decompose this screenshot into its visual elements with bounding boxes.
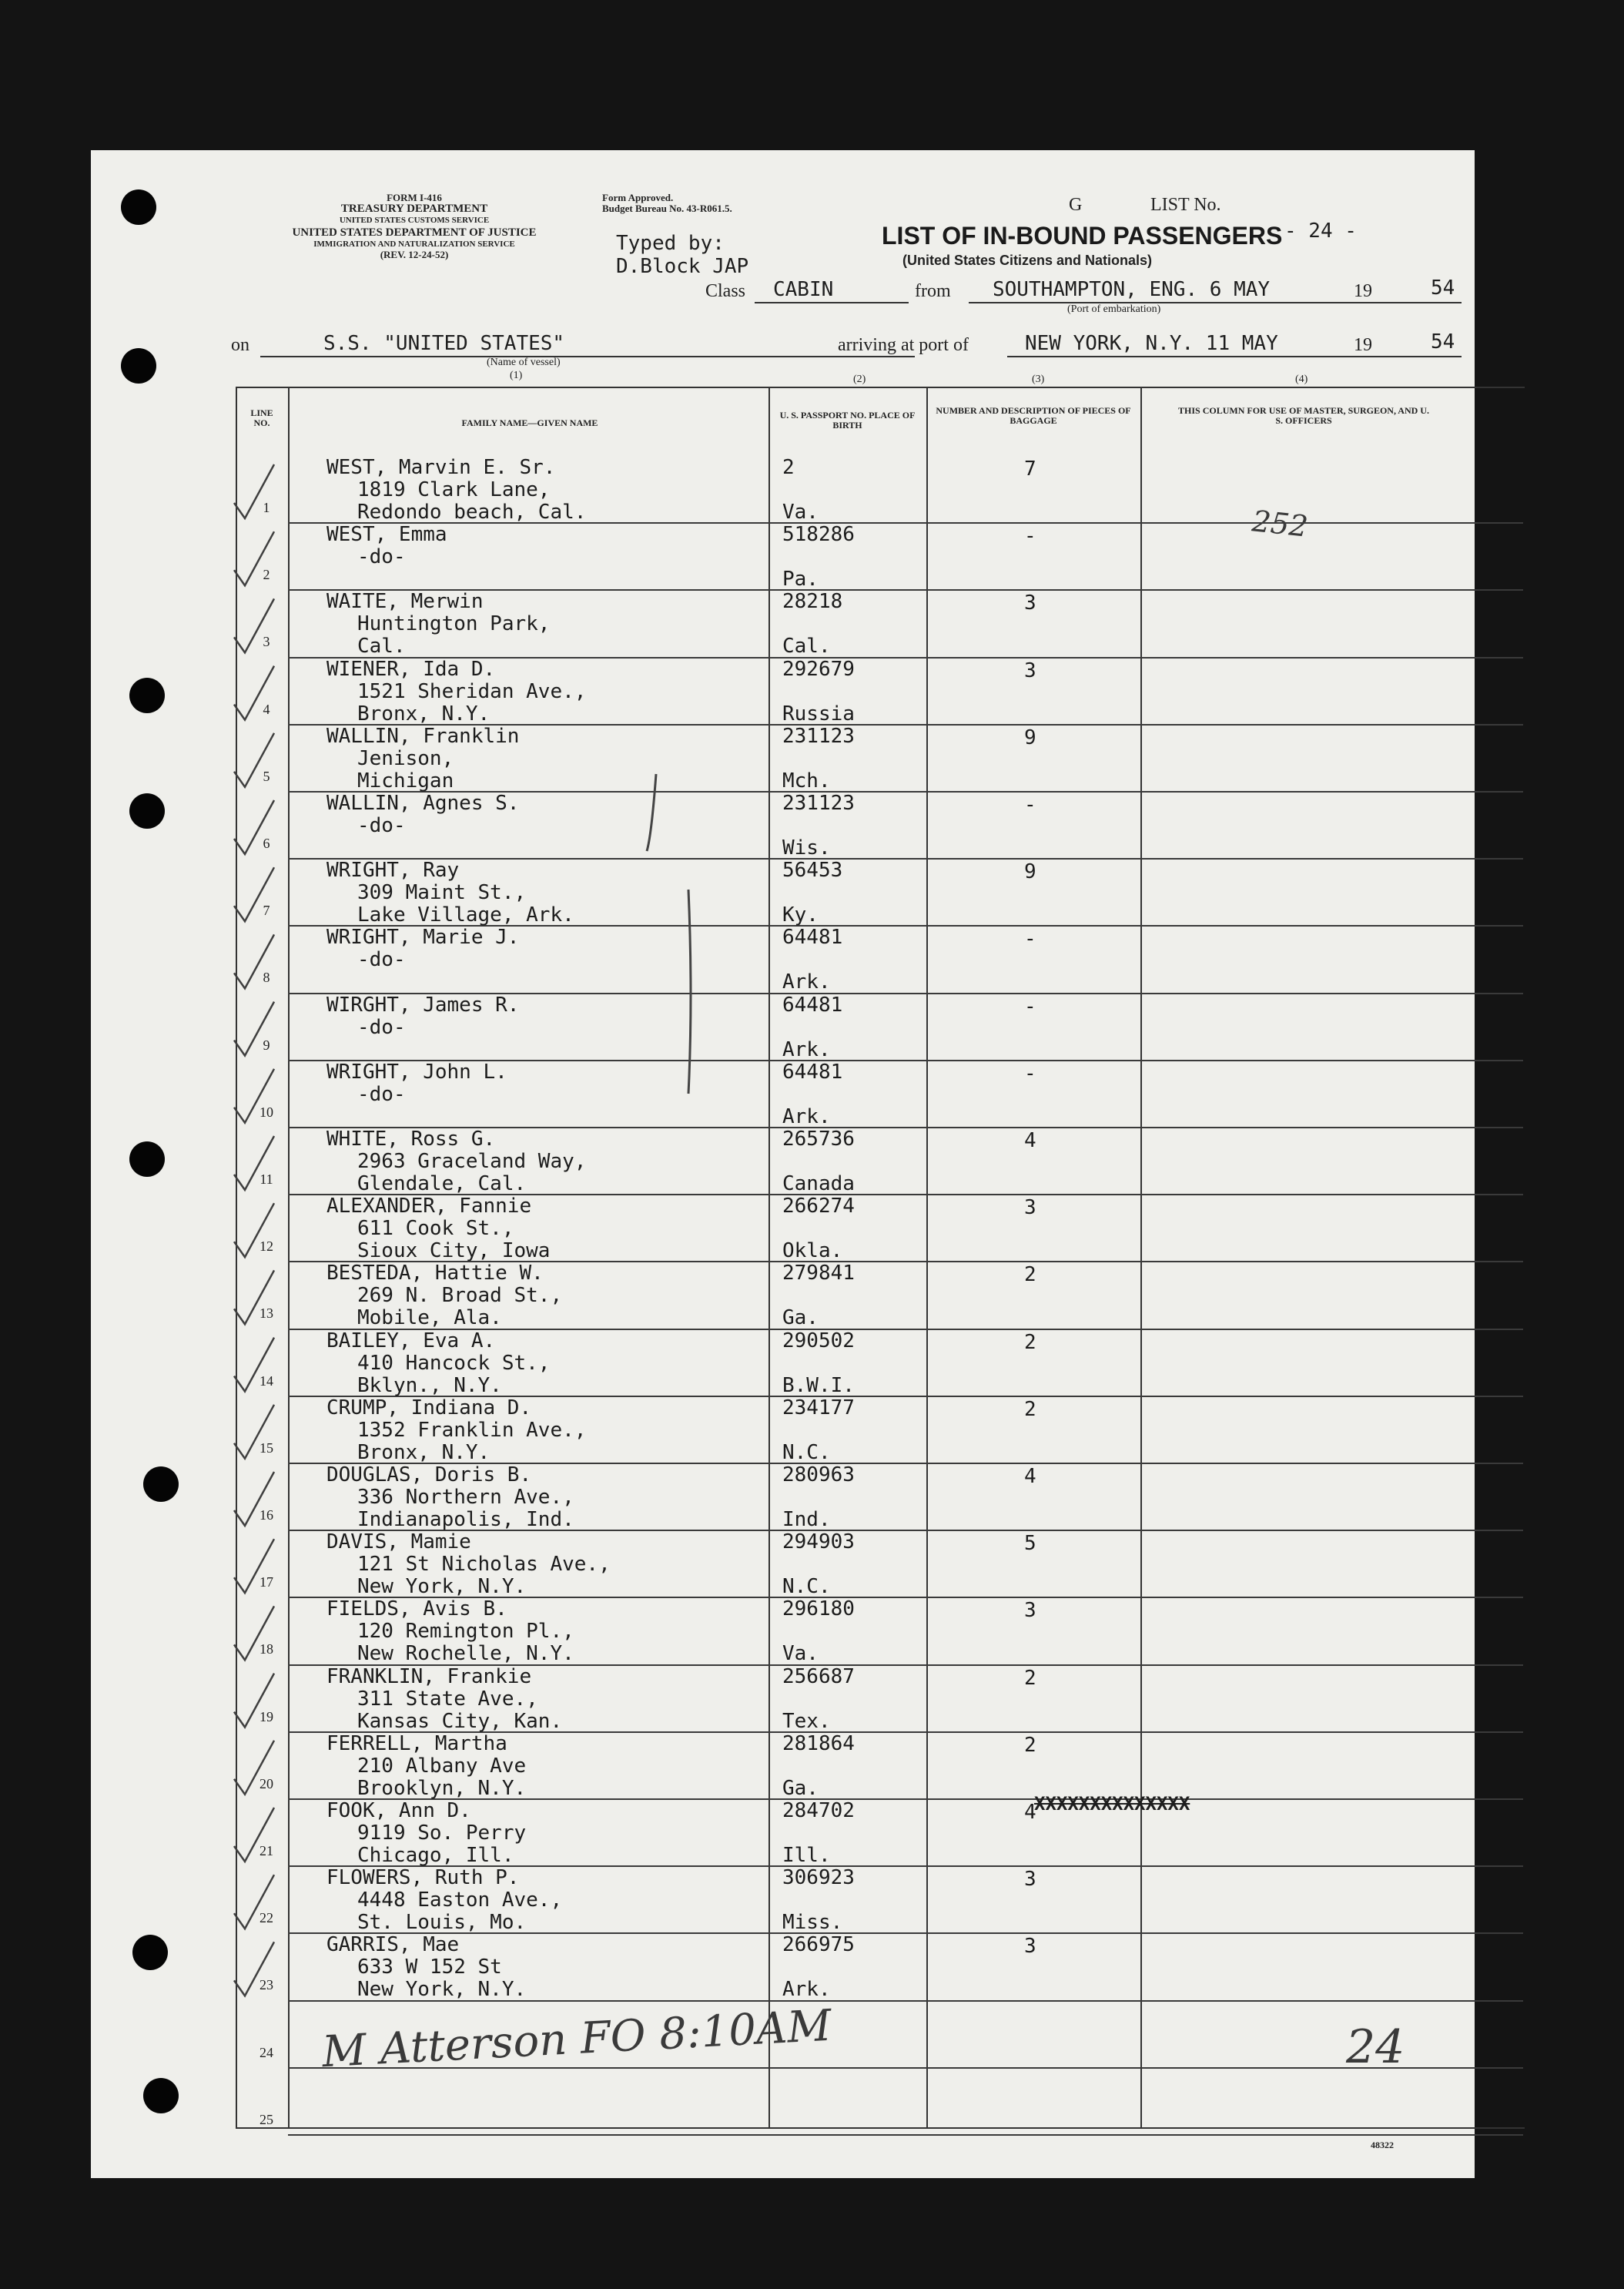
- baggage-count: 3: [1024, 659, 1036, 682]
- passport-number: 64481: [782, 926, 843, 950]
- passenger-name: FLOWERS, Ruth P.: [326, 1866, 520, 1890]
- passport-number: 256687: [782, 1664, 855, 1688]
- officers-header: THIS COLUMN FOR USE OF MASTER, SURGEON, AND U. S. OFFICERS: [1178, 405, 1429, 426]
- year-1: 54: [1431, 276, 1455, 300]
- place-of-birth: Ga.: [782, 1776, 819, 1800]
- binder-hole: [132, 1935, 168, 1970]
- baggage-count: 4: [1024, 1801, 1036, 1824]
- from-label: from: [915, 281, 951, 301]
- binder-hole: [143, 1466, 179, 1502]
- passport-number: 64481: [782, 1060, 843, 1084]
- check-tick: [234, 1808, 274, 1862]
- passenger-address-line-1: 4448 Easton Ave.,: [357, 1889, 563, 1912]
- check-tick: [234, 1405, 274, 1459]
- place-of-birth: Wis.: [782, 836, 831, 860]
- year-prefix-1: 19: [1354, 281, 1372, 301]
- passenger-address-line-1: 1819 Clark Lane,: [357, 478, 551, 501]
- check-tick: [234, 800, 274, 854]
- passenger-address-line-1: -do-: [357, 545, 406, 569]
- passenger-name: FRANKLIN, Frankie: [326, 1664, 532, 1688]
- line-number: 16: [260, 1507, 273, 1523]
- baggage-count: 5: [1024, 1532, 1036, 1556]
- baggage-count: 2: [1024, 1330, 1036, 1354]
- passenger-address-line-2: Redondo beach, Cal.: [357, 501, 587, 524]
- passenger-address-line-1: Huntington Park,: [357, 612, 551, 636]
- passenger-name: WEST, Emma: [326, 523, 447, 547]
- baggage-count: 9: [1024, 726, 1036, 749]
- passport-number: 518286: [782, 523, 855, 547]
- passport-number: 56453: [782, 859, 843, 883]
- port-of-embarkation: SOUTHAMPTON, ENG. 6 MAY: [993, 278, 1271, 301]
- passenger-address-line-2: St. Louis, Mo.: [357, 1911, 527, 1935]
- line-number: 17: [260, 1574, 273, 1590]
- passport-number: 2: [782, 456, 795, 479]
- passenger-name: FERRELL, Martha: [326, 1731, 507, 1755]
- passport-header: U. S. PASSPORT NO. PLACE OF BIRTH: [779, 410, 916, 431]
- passenger-address-line-2: Michigan: [357, 769, 454, 793]
- line-number-header: LINE NO.: [250, 407, 273, 428]
- line-number: 24: [260, 2044, 273, 2060]
- list-letter: G: [1069, 195, 1083, 215]
- baggage-count: -: [1024, 793, 1036, 816]
- line-number: 21: [260, 1843, 273, 1858]
- passenger-address-line-1: 410 Hancock St.,: [357, 1351, 551, 1375]
- baggage-count: 2: [1024, 1666, 1036, 1690]
- passenger-address-line-2: Bklyn., N.Y.: [357, 1373, 502, 1397]
- place-of-birth: Ark.: [782, 1104, 831, 1128]
- check-tick: [234, 598, 274, 652]
- place-of-birth: B.W.I.: [782, 1373, 855, 1397]
- check-tick: [234, 1472, 274, 1526]
- line-number: 22: [260, 1910, 273, 1926]
- form-title: LIST OF IN-BOUND PASSENGERS: [882, 222, 1283, 250]
- place-of-birth: Va.: [782, 501, 819, 524]
- check-tick: [234, 1741, 274, 1795]
- passport-number: 292679: [782, 657, 855, 681]
- passport-number: 290502: [782, 1329, 855, 1352]
- passenger-address-line-1: 611 Cook St.,: [357, 1217, 514, 1241]
- passenger-name: WAITE, Merwin: [326, 590, 484, 614]
- officers-column-number: (4): [1295, 374, 1308, 385]
- check-tick: [234, 531, 274, 585]
- passenger-address-line-1: 336 Northern Ave.,: [357, 1486, 574, 1509]
- line-number: 23: [260, 1977, 273, 1993]
- vessel-column-number: (1): [510, 370, 523, 381]
- passenger-name: WEST, Marvin E. Sr.: [326, 456, 556, 479]
- passenger-address-line-2: New Rochelle, N.Y.: [357, 1642, 574, 1666]
- list-no-value: - 24 -: [1284, 220, 1357, 243]
- passenger-name: CRUMP, Indiana D.: [326, 1396, 532, 1419]
- baggage-count: -: [1024, 524, 1036, 548]
- place-of-birth: Ky.: [782, 903, 819, 927]
- vessel-name: S.S. "UNITED STATES": [323, 332, 565, 355]
- binder-hole: [121, 348, 156, 384]
- binder-hole: [129, 1141, 165, 1177]
- baggage-count: 2: [1024, 1397, 1036, 1421]
- port-embark-caption: (Port of embarkation): [1067, 303, 1161, 315]
- passenger-address-line-1: 311 State Ave.,: [357, 1687, 538, 1711]
- line-number: 8: [263, 970, 270, 986]
- check-tick: [234, 934, 274, 988]
- check-tick: [234, 1606, 274, 1660]
- baggage-count: 2: [1024, 1733, 1036, 1757]
- baggage-column-number: (3): [1032, 374, 1045, 385]
- place-of-birth: Tex.: [782, 1709, 831, 1733]
- place-of-birth: Mch.: [782, 769, 831, 793]
- line-number: 7: [263, 903, 270, 919]
- place-of-birth: Ill.: [782, 1844, 831, 1867]
- passport-number: 64481: [782, 993, 843, 1017]
- form-subtitle: (United States Citizens and Nationals): [902, 253, 1153, 268]
- passport-number: 294903: [782, 1530, 855, 1554]
- passenger-address-line-2: Brooklyn, N.Y.: [357, 1776, 527, 1800]
- family-name-header: FAMILY NAME—GIVEN NAME: [461, 417, 598, 428]
- passenger-address-line-1: 2963 Graceland Way,: [357, 1150, 587, 1173]
- list-no-label: LIST No.: [1150, 195, 1221, 215]
- passenger-name: BESTEDA, Hattie W.: [326, 1262, 544, 1285]
- line-number: 14: [260, 1372, 273, 1389]
- line-number: 1: [263, 500, 270, 515]
- passenger-address-line-1: -do-: [357, 814, 406, 837]
- passenger-address-line-1: 121 St Nicholas Ave.,: [357, 1553, 611, 1577]
- check-tick: [234, 1674, 274, 1728]
- check-tick: [234, 733, 274, 787]
- passenger-name: DAVIS, Mamie: [326, 1530, 471, 1554]
- place-of-birth: N.C.: [782, 1575, 831, 1599]
- check-tick: [234, 1270, 274, 1324]
- binder-hole: [121, 189, 156, 225]
- line-number: 2: [263, 567, 270, 583]
- department-of-justice: UNITED STATES DEPARTMENT OF JUSTICE: [292, 226, 537, 239]
- passenger-address-line-2: Indianapolis, Ind.: [357, 1508, 574, 1531]
- check-tick: [234, 1069, 274, 1123]
- treasury-department: TREASURY DEPARTMENT: [340, 203, 488, 215]
- check-tick: [234, 1875, 274, 1929]
- passenger-address-line-1: 1352 Franklin Ave.,: [357, 1418, 587, 1442]
- baggage-count: 2: [1024, 1263, 1036, 1287]
- checkmark-marks: [91, 150, 1475, 2178]
- passenger-name: FIELDS, Avis B.: [326, 1597, 507, 1621]
- form-approved: Form Approved.: [602, 192, 674, 203]
- check-tick: [234, 1136, 274, 1190]
- passenger-name: ALEXANDER, Fannie: [326, 1195, 532, 1218]
- baggage-count: 4: [1024, 1465, 1036, 1488]
- place-of-birth: Cal.: [782, 635, 831, 659]
- passenger-address-line-2: New York, N.Y.: [357, 1575, 527, 1599]
- passenger-address-line-2: New York, N.Y.: [357, 1978, 527, 2002]
- budget-bureau-number: Budget Bureau No. 43-R061.5.: [602, 203, 732, 214]
- immigration-service: IMMIGRATION AND NATURALIZATION SERVICE: [313, 240, 515, 249]
- passenger-address-line-1: 120 Remington Pl.,: [357, 1620, 574, 1644]
- line-number: 10: [260, 1104, 273, 1120]
- passenger-address-line-2: Mobile, Ala.: [357, 1306, 502, 1330]
- baggage-header: NUMBER AND DESCRIPTION OF PIECES OF BAGGAGE: [936, 405, 1131, 426]
- place-of-birth: Ark.: [782, 1978, 831, 2002]
- line-number: 18: [260, 1641, 273, 1657]
- passenger-address-line-1: 210 Albany Ave: [357, 1754, 527, 1778]
- passenger-address-line-2: Kansas City, Kan.: [357, 1709, 563, 1733]
- line-number: 15: [260, 1439, 273, 1456]
- passport-column-number: (2): [853, 374, 866, 385]
- footer-code: 48322: [1371, 2140, 1394, 2150]
- line-number: 9: [263, 1037, 270, 1053]
- passenger-name: FOOK, Ann D.: [326, 1799, 471, 1822]
- baggage-count: 3: [1024, 592, 1036, 615]
- binder-hole: [129, 678, 165, 713]
- line-number: 11: [260, 1171, 273, 1187]
- place-of-birth: Ind.: [782, 1508, 831, 1531]
- officer-mark: 252: [1250, 504, 1310, 544]
- baggage-count: 7: [1024, 457, 1036, 481]
- on-label: on: [231, 335, 249, 355]
- check-tick: [234, 867, 274, 921]
- passenger-name: DOUGLAS, Doris B.: [326, 1463, 532, 1486]
- baggage-count: 3: [1024, 1935, 1036, 1959]
- place-of-birth: Miss.: [782, 1911, 843, 1935]
- vessel-caption: (Name of vessel): [487, 357, 561, 368]
- baggage-count: -: [1024, 994, 1036, 1018]
- passenger-address-line-1: -do-: [357, 948, 406, 972]
- line-number: 5: [263, 768, 270, 784]
- passenger-name: WALLIN, Franklin: [326, 724, 520, 748]
- check-tick: [234, 1338, 274, 1392]
- place-of-birth: N.C.: [782, 1440, 831, 1464]
- place-of-birth: Okla.: [782, 1239, 843, 1263]
- check-tick: [234, 666, 274, 720]
- line-number: 20: [260, 1775, 273, 1791]
- passenger-name: WRIGHT, Ray: [326, 859, 460, 883]
- typed-by-label: Typed by:: [616, 232, 725, 255]
- passport-number: 306923: [782, 1866, 855, 1890]
- passenger-name: WIENER, Ida D.: [326, 657, 496, 681]
- passport-number: 284702: [782, 1799, 855, 1822]
- passenger-address-line-2: Lake Village, Ark.: [357, 903, 574, 927]
- passenger-address-line-1: Jenison,: [357, 746, 454, 770]
- baggage-count: 4: [1024, 1129, 1036, 1152]
- baggage-count: -: [1024, 927, 1036, 951]
- customs-service: UNITED STATES CUSTOMS SERVICE: [339, 216, 490, 225]
- passenger-address-line-2: Sioux City, Iowa: [357, 1239, 551, 1263]
- line-number: 19: [260, 1708, 273, 1724]
- form-number: FORM I-416: [387, 192, 442, 203]
- passport-number: 296180: [782, 1597, 855, 1621]
- document-page: [91, 150, 1475, 2178]
- baggage-count: 9: [1024, 860, 1036, 884]
- place-of-birth: Canada: [782, 1172, 855, 1195]
- place-of-birth: Va.: [782, 1642, 819, 1666]
- class-value: CABIN: [773, 278, 834, 301]
- typed-by-value: D.Block JAP: [616, 255, 749, 278]
- place-of-birth: Ark.: [782, 970, 831, 994]
- baggage-count: 3: [1024, 1868, 1036, 1892]
- line-number: 4: [263, 701, 270, 717]
- baggage-count: 3: [1024, 1196, 1036, 1220]
- passport-number: 231123: [782, 792, 855, 815]
- handwritten-page-number: 24: [1346, 2020, 1405, 2074]
- passport-number: 279841: [782, 1262, 855, 1285]
- check-tick: [234, 1539, 274, 1593]
- passenger-name: WIRGHT, James R.: [326, 993, 520, 1017]
- check-tick: [234, 1203, 274, 1257]
- baggage-count: 3: [1024, 1599, 1036, 1623]
- passport-number: 281864: [782, 1731, 855, 1755]
- passport-number: 265736: [782, 1128, 855, 1151]
- arriving-label: arriving at port of: [838, 335, 969, 355]
- passenger-address-line-2: Bronx, N.Y.: [357, 702, 491, 726]
- place-of-birth: Pa.: [782, 568, 819, 592]
- struck-out-text: XXXXXXXXXXXXXX: [1034, 1793, 1190, 1815]
- passenger-name: WALLIN, Agnes S.: [326, 792, 520, 815]
- passenger-name: GARRIS, Mae: [326, 1933, 460, 1957]
- passenger-address-line-1: -do-: [357, 1015, 406, 1039]
- passenger-name: BAILEY, Eva A.: [326, 1329, 496, 1352]
- handwritten-signature: M Atterson FO 8:10AM: [320, 2000, 833, 2078]
- passenger-address-line-2: Chicago, Ill.: [357, 1844, 514, 1867]
- binder-hole: [129, 793, 165, 829]
- passenger-address-line-2: Cal.: [357, 635, 406, 659]
- line-number: 13: [260, 1305, 273, 1322]
- passport-number: 234177: [782, 1396, 855, 1419]
- check-tick: [234, 1942, 274, 1996]
- passport-number: 280963: [782, 1463, 855, 1486]
- place-of-birth: Russia: [782, 702, 855, 726]
- port-of-arrival: NEW YORK, N.Y. 11 MAY: [1025, 332, 1278, 355]
- passenger-address-line-2: Bronx, N.Y.: [357, 1440, 491, 1464]
- passenger-address-line-1: 269 N. Broad St.,: [357, 1284, 563, 1308]
- passport-number: 266975: [782, 1933, 855, 1957]
- passenger-name: WRIGHT, Marie J.: [326, 926, 520, 950]
- passenger-name: WHITE, Ross G.: [326, 1128, 496, 1151]
- passenger-address-line-1: 309 Maint St.,: [357, 881, 527, 905]
- check-tick: [234, 1002, 274, 1056]
- year-2: 54: [1431, 330, 1455, 354]
- passenger-address-line-1: -do-: [357, 1082, 406, 1106]
- passport-number: 28218: [782, 590, 843, 614]
- line-number: 6: [263, 836, 270, 851]
- line-number: 12: [260, 1238, 273, 1255]
- revision-date: (REV. 12-24-52): [380, 249, 449, 260]
- passenger-address-line-1: 9119 So. Perry: [357, 1821, 527, 1845]
- place-of-birth: Ark.: [782, 1037, 831, 1061]
- binder-hole: [143, 2078, 179, 2113]
- class-label: Class: [705, 281, 746, 301]
- line-number: 25: [260, 2111, 273, 2127]
- line-number: 3: [263, 634, 270, 650]
- passenger-address-line-1: 633 W 152 St: [357, 1956, 502, 1979]
- year-prefix-2: 19: [1354, 335, 1372, 355]
- passenger-address-line-1: 1521 Sheridan Ave.,: [357, 679, 587, 703]
- passenger-name: WRIGHT, John L.: [326, 1060, 507, 1084]
- baggage-count: -: [1024, 1061, 1036, 1085]
- passport-number: 231123: [782, 724, 855, 748]
- passenger-address-line-2: Glendale, Cal.: [357, 1172, 527, 1195]
- place-of-birth: Ga.: [782, 1306, 819, 1330]
- check-tick: [234, 464, 274, 518]
- passport-number: 266274: [782, 1195, 855, 1218]
